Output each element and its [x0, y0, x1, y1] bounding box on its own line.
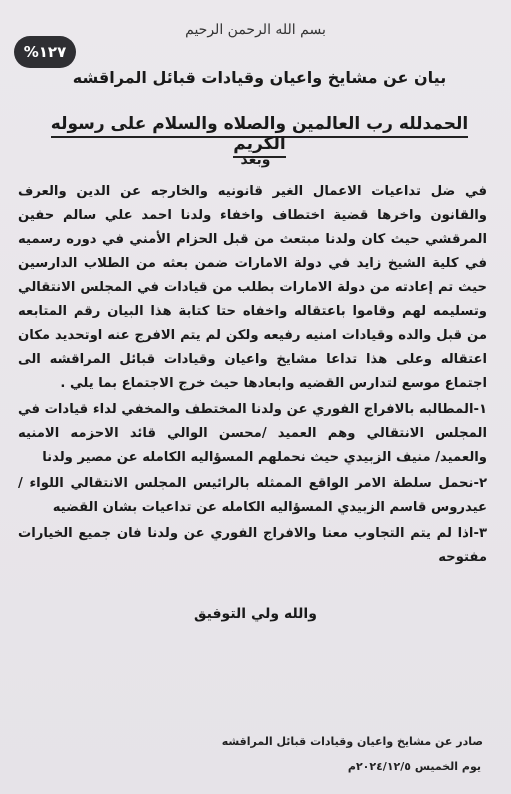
demand-item-1: ١-المطالبه بالافراج الفوري عن ولدنا المختطف والمخفي لداء قيادات في المجلس الانتقالي وهم العميد /محسن الوالي قائد الاحزمه الامنيه والعميد/ منيف الزبيدي حيث نحملهم المسؤاليه الكامله عن مصير ولدنا — [18, 402, 487, 465]
after-word: وبعد — [240, 152, 271, 168]
basmala: بسم الله الرحمن الرحيم — [185, 22, 326, 38]
issuer-line: صادر عن مشايخ واعيان وقيادات قبائل المراقشه — [221, 735, 483, 748]
date-line: يوم الخميس ٢٠٢٤/١٢/٥م — [347, 760, 481, 773]
demand-item-3: ٣-اذا لم يتم التجاوب معنا والافراج الفوري عن ولدنا فان جميع الخيارات مفتوحه — [18, 526, 487, 565]
paragraph-intro: في ضل تداعيات الاعمال الغير قانونيه والخارجه عن الدين والعرف والقانون واخرها قضية اختطاف واخفاء ولدنا احمد علي سالم حفين المرقشي حيث كان ولدنا مبتعث من قبل الحزام الأمني في دوره رسميه في كلية الشيخ زايد في دولة الامارات ضمن بعثه من الطلاب الدارسين حيث تم إعادته من دولة الامارات بطلب من قيادات في المجلس الانتقالي وتسليمه لهم وقاموا باعتقاله واخفاه حتا كتابة هذا البيان رقم المتابعه من قبل والده وقيادات امنيه رفيعه ولكن لم يتم الافرج عنه اوتحديد مكان اعتقاله وعلى هذا تداعا مشايخ واعيان وقيادات قبائل المراقشه الى اجتماع موسع لتدارس القضيه وابعادها حيث خرج الاجتماع بما يلي . — [18, 184, 487, 391]
statement-body — [18, 180, 487, 572]
document-title: بيان عن مشايخ واعيان وقيادات قبائل المراقشه — [72, 68, 447, 87]
greeting — [30, 114, 489, 154]
greeting-text: الحمدلله رب العالمين والصلاه والسلام على رسوله الكريم — [51, 114, 468, 158]
demand-item-2: ٢-نحمل سلطة الامر الواقع الممثله بالرائيس المجلس الانتقالي اللواء / عيدروس قاسم الزبيدي المسؤاليه الكامله عن تداعيات بشان القضيه — [18, 476, 487, 515]
closing-line: والله ولي التوفيق — [194, 606, 317, 622]
zoom-badge[interactable]: %١٢٧ — [14, 36, 76, 68]
